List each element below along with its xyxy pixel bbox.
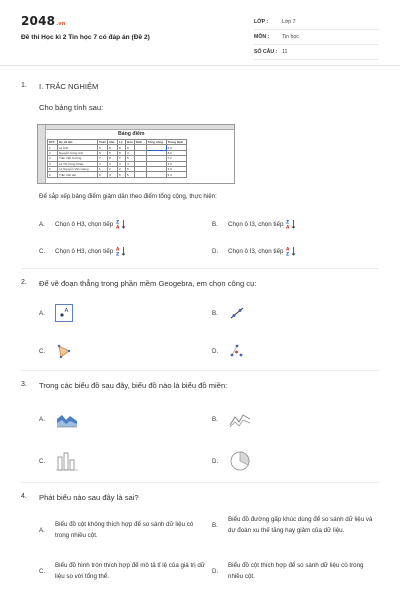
- q2-option-a[interactable]: [39, 304, 73, 322]
- question-divider: [21, 268, 379, 269]
- table-cell[interactable]: 5: [48, 166, 58, 171]
- area-chart-icon: [55, 407, 79, 431]
- option-letter: C.: [39, 457, 46, 465]
- table-cell[interactable]: Trần Việt Hà: [58, 172, 98, 177]
- table-cell[interactable]: 5: [126, 172, 135, 177]
- table-cell[interactable]: 8: [126, 145, 135, 150]
- sheet-title: Bảng điểm: [118, 131, 145, 137]
- question-stem: Trong các biểu đồ sau đây, biểu đồ nào là biểu đồ miền:: [39, 381, 228, 390]
- svg-text:A: A: [116, 225, 120, 229]
- table-cell[interactable]: STT: [48, 140, 58, 145]
- option-text: Biểu đồ đường gấp khúc dùng để so sánh dữ liệu và dự đoán xu thế tăng hay giảm của dữ liệu.: [228, 516, 373, 534]
- table-cell[interactable]: 8: [108, 156, 118, 161]
- option-letter: B.: [212, 521, 218, 529]
- sort-ascending-icon: [286, 246, 296, 256]
- table-cell[interactable]: Lê Anh: [58, 145, 98, 150]
- question-stem: Để vẽ đoạn thẳng trong phần mềm Geogebra, em chọn công cụ:: [39, 279, 257, 288]
- table-cell[interactable]: 3.0: [166, 166, 186, 171]
- table-cell[interactable]: Trần Việt Cường: [58, 156, 98, 161]
- table-cell[interactable]: Hóa: [127, 140, 133, 145]
- question-stem: Cho bảng tính sau:: [39, 103, 104, 112]
- meta-row-class: [254, 15, 379, 30]
- table-cell[interactable]: 7: [98, 156, 108, 161]
- row-header-bar: [38, 125, 46, 183]
- table-cell[interactable]: Tổng cộng: [146, 140, 166, 145]
- table-cell[interactable]: 4: [48, 161, 58, 166]
- table-cell[interactable]: 8: [98, 150, 108, 155]
- option-letter: D.: [212, 247, 219, 255]
- question-divider: [21, 370, 379, 371]
- table-cell[interactable]: 4: [108, 172, 118, 177]
- q2-option-c[interactable]: [39, 342, 73, 360]
- logo-suffix: .vn: [56, 21, 66, 27]
- svg-text:Z: Z: [286, 220, 290, 226]
- sort-descending-icon: [286, 219, 296, 229]
- option-text: Chọn ô H3, chọn tiếp: [55, 220, 114, 228]
- option-letter: D.: [212, 567, 219, 575]
- meta-value: 11: [282, 49, 288, 55]
- table-cell[interactable]: [134, 172, 146, 177]
- line-chart-icon: [228, 407, 252, 431]
- table-cell[interactable]: 7.2: [166, 156, 186, 161]
- q3-option-d[interactable]: [212, 449, 252, 473]
- option-text: Biểu đồ cột không thích hợp để so sánh dữ liệu có trong nhiều cột.: [55, 521, 194, 539]
- section-heading: I. TRẮC NGHIỆM: [39, 82, 99, 91]
- point-tool-icon: [55, 304, 73, 322]
- table-cell[interactable]: Văn: [108, 140, 118, 145]
- table-cell[interactable]: 3: [48, 156, 58, 161]
- option-letter: B.: [212, 220, 218, 228]
- option-text: Chọn ô H3, chọn tiếp: [55, 247, 114, 255]
- question-number: 2.: [21, 279, 27, 286]
- table-cell[interactable]: 8: [118, 150, 126, 155]
- option-letter: D.: [212, 347, 219, 355]
- svg-text:A: A: [286, 225, 290, 229]
- table-cell[interactable]: Họ và tên: [58, 140, 98, 145]
- meta-key: LỚP :: [254, 19, 269, 25]
- svg-text:A: A: [286, 247, 290, 253]
- sort-descending-icon: [116, 219, 126, 229]
- table-cell[interactable]: 4: [126, 150, 135, 155]
- option-letter: C.: [39, 567, 46, 575]
- q4-option-d[interactable]: [212, 560, 380, 582]
- table-cell[interactable]: 1: [98, 166, 108, 171]
- midpoint-tool-icon: [228, 342, 246, 360]
- column-header-bar: [38, 125, 234, 130]
- table-cell[interactable]: 6: [98, 172, 108, 177]
- meta-key: SỐ CÂU :: [254, 49, 278, 55]
- q3-option-a[interactable]: [39, 407, 79, 431]
- svg-text:A: A: [64, 308, 69, 314]
- table-cell[interactable]: 8: [108, 145, 118, 150]
- q3-option-b[interactable]: [212, 407, 252, 431]
- meta-value: Tin học: [282, 34, 299, 40]
- table-cell[interactable]: 4.0: [166, 161, 186, 166]
- table-cell[interactable]: 2: [118, 166, 126, 171]
- meta-key: MÔN :: [254, 34, 270, 40]
- table-row: [48, 172, 187, 177]
- q1-option-d[interactable]: [212, 246, 296, 256]
- table-cell[interactable]: 2: [108, 166, 118, 171]
- q4-option-c[interactable]: [39, 560, 205, 582]
- score-table: [47, 139, 187, 178]
- svg-text:Z: Z: [286, 252, 290, 256]
- question-number: 1.: [21, 82, 27, 89]
- logo-text: 2048: [21, 14, 56, 28]
- svg-text:Z: Z: [116, 252, 120, 256]
- option-letter: A.: [39, 309, 45, 317]
- score-spreadsheet: [37, 124, 235, 184]
- table-cell[interactable]: 8: [118, 145, 126, 150]
- table-cell[interactable]: 4: [108, 161, 118, 166]
- q1-option-c[interactable]: [39, 246, 126, 256]
- option-text: Chọn ô I3, chọn tiếp: [228, 247, 284, 255]
- question-number: 4.: [21, 493, 27, 500]
- table-cell[interactable]: Lý: [118, 140, 126, 145]
- option-letter: B.: [212, 415, 218, 423]
- table-cell[interactable]: 1: [48, 145, 58, 150]
- table-cell[interactable]: 7: [118, 156, 126, 161]
- option-letter: A.: [39, 220, 45, 228]
- exam-meta: [254, 15, 379, 60]
- table-cell[interactable]: Sinh: [134, 140, 146, 145]
- table-cell[interactable]: 6.2: [166, 145, 186, 150]
- meta-row-subject: [254, 30, 379, 45]
- option-letter: C.: [39, 347, 46, 355]
- q2-option-d[interactable]: [212, 342, 246, 360]
- table-cell[interactable]: 6: [118, 172, 126, 177]
- q3-option-c[interactable]: [39, 449, 79, 473]
- svg-text:A: A: [116, 247, 120, 253]
- table-cell[interactable]: 4: [118, 161, 126, 166]
- table-cell[interactable]: Lê Thị Công Châu: [58, 161, 98, 166]
- exam-title: Đề thi Học kì 2 Tin học 7 có đáp án (Đề 2): [21, 34, 150, 41]
- table-cell[interactable]: Toán: [99, 140, 106, 145]
- question-divider: [21, 482, 379, 483]
- table-cell[interactable]: Trung bình: [166, 140, 186, 145]
- option-text: Biểu đồ hình tròn thích hợp để mô tả tỉ lệ của giá trị dữ liệu so với tổng thể.: [55, 562, 205, 580]
- table-cell[interactable]: 6: [48, 172, 58, 177]
- option-text: Chọn ô I3, chọn tiếp: [228, 220, 284, 228]
- q4-option-a[interactable]: [39, 519, 205, 541]
- instruction-text: Để sắp xếp bảng điểm giảm dần theo điểm tổng cộng, thực hiện:: [39, 193, 217, 200]
- sort-ascending-icon: [116, 246, 126, 256]
- svg-text:Z: Z: [116, 220, 120, 226]
- option-letter: D.: [212, 457, 219, 465]
- site-logo[interactable]: [21, 14, 66, 28]
- column-chart-icon: [55, 449, 79, 473]
- pie-chart-icon: [228, 449, 252, 473]
- table-cell[interactable]: 6: [126, 166, 135, 171]
- table-cell[interactable]: 2: [48, 150, 58, 155]
- option-letter: A.: [39, 526, 45, 534]
- q1-option-b[interactable]: [212, 219, 296, 229]
- page-header: [0, 0, 400, 66]
- option-letter: B.: [212, 309, 218, 317]
- meta-value: Lớp 7: [282, 19, 296, 25]
- table-cell[interactable]: 5: [126, 156, 135, 161]
- table-cell[interactable]: Nguyễn Công Anh: [58, 150, 98, 155]
- option-letter: C.: [39, 247, 46, 255]
- option-text: Biểu đồ cột thích hợp để so sánh dữ liệu có trong nhiều cột.: [228, 562, 364, 580]
- q1-option-a[interactable]: [39, 219, 126, 229]
- table-cell[interactable]: 6: [98, 145, 108, 150]
- table-cell[interactable]: 5: [108, 150, 118, 155]
- table-cell[interactable]: 8.2: [166, 150, 186, 155]
- table-cell[interactable]: Lê Nguyễn Văn Giang: [58, 166, 98, 171]
- table-cell[interactable]: 4: [126, 161, 135, 166]
- option-letter: A.: [39, 415, 45, 423]
- table-cell[interactable]: 4: [98, 161, 108, 166]
- meta-row-count: [254, 45, 379, 60]
- q2-option-b[interactable]: [212, 304, 246, 322]
- q4-option-b[interactable]: [212, 514, 380, 536]
- polygon-tool-icon: [55, 342, 73, 360]
- question-stem: Phát biểu nào sau đây là sai?: [39, 493, 139, 502]
- table-cell[interactable]: 5.4: [166, 172, 186, 177]
- question-number: 3.: [21, 381, 27, 388]
- table-cell[interactable]: [146, 172, 166, 177]
- segment-tool-icon: [228, 304, 246, 322]
